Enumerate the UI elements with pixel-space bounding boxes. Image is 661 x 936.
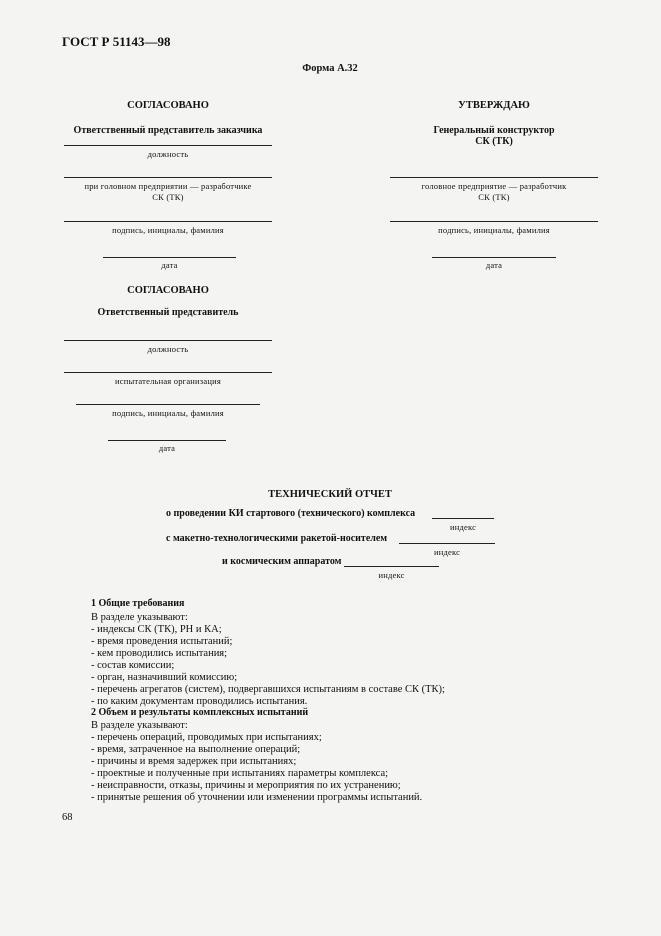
list-item: - перечень агрегатов (систем), подвергавшихся испытаниям в составе СК (ТК); xyxy=(91,684,445,695)
left1-subheading: Ответственный представитель заказчика xyxy=(73,125,263,136)
left1-org-line xyxy=(64,177,272,178)
list-item: - индексы СК (ТК), РН и КА; xyxy=(91,624,222,635)
left1-date-line xyxy=(103,257,236,258)
left2-date-line xyxy=(108,440,226,441)
right-date-line xyxy=(432,257,556,258)
list-item: - время проведения испытаний; xyxy=(91,636,233,647)
left2-subheading: Ответственный представитель xyxy=(97,307,239,318)
left2-org-line xyxy=(64,372,272,373)
list-item: - проектные и полученные при испытаниях параметры комплекса; xyxy=(91,768,389,779)
report-line1-caption: индекс xyxy=(449,522,477,532)
right-signature-caption: подпись, инициалы, фамилия xyxy=(438,225,550,235)
section2-title: 2 Объем и результаты комплексных испытаний xyxy=(91,707,309,718)
left2-signature-caption: подпись, инициалы, фамилия xyxy=(112,408,224,418)
right-org-caption-2: СК (ТК) xyxy=(478,192,510,202)
list-item: - состав комиссии; xyxy=(91,660,175,671)
list-item: - причины и время задержек при испытаниях; xyxy=(91,756,297,767)
document-code: ГОСТ Р 51143—98 xyxy=(62,34,171,49)
list-item: - неисправности, отказы, причины и мероприятия по их устранению; xyxy=(91,780,401,791)
report-title: ТЕХНИЧЕСКИЙ ОТЧЕТ xyxy=(268,489,392,500)
left1-org-caption-1: при головном предприятии — разработчике xyxy=(84,181,252,191)
report-line2-caption: индекс xyxy=(433,547,461,557)
right-subheading-1: Генеральный конструктор xyxy=(433,125,555,136)
report-line2-blank xyxy=(399,543,495,544)
form-label: Форма А.32 xyxy=(302,63,358,74)
left1-org-caption-2: СК (ТК) xyxy=(152,192,184,202)
left2-date-caption: дата xyxy=(158,443,176,453)
report-line3-blank xyxy=(344,566,439,567)
left1-signature-caption: подпись, инициалы, фамилия xyxy=(112,225,224,235)
left1-date-caption: дата xyxy=(161,260,178,270)
left2-heading: СОГЛАСОВАНО xyxy=(127,285,209,296)
left1-position-caption: должность xyxy=(147,149,189,159)
right-signature-line xyxy=(390,221,598,222)
report-line1: о проведении КИ стартового (технического) комплекса xyxy=(166,508,416,519)
section1-title: 1 Общие требования xyxy=(91,598,185,609)
left1-signature-line xyxy=(64,221,272,222)
left2-position-line xyxy=(64,340,272,341)
list-item: - кем проводились испытания; xyxy=(91,648,228,659)
list-item: - по каким документам проводились испытания. xyxy=(91,696,308,707)
right-org-caption-1: головное предприятие — разработчик xyxy=(421,181,567,191)
section2-intro: В разделе указывают: xyxy=(91,720,188,731)
report-line2: с макетно-технологическими ракетой-носителем xyxy=(166,533,388,544)
right-heading: УТВЕРЖДАЮ xyxy=(458,100,530,111)
section1-list xyxy=(91,624,445,708)
left1-position-line xyxy=(64,145,272,146)
list-item: - орган, назначивший комиссию; xyxy=(91,672,238,683)
list-item: - перечень операций, проводимых при испытаниях; xyxy=(91,732,322,743)
list-item: - время, затраченное на выполнение операций; xyxy=(91,744,301,755)
right-org-line xyxy=(390,177,598,178)
left1-heading: СОГЛАСОВАНО xyxy=(127,100,209,111)
section1-intro: В разделе указывают: xyxy=(91,612,188,623)
left2-org-caption: испытательная организация xyxy=(115,376,221,386)
right-subheading-2: СК (ТК) xyxy=(475,136,513,147)
page-number: 68 xyxy=(62,812,73,823)
list-item: - принятые решения об уточнении или изменении программы испытаний. xyxy=(91,792,423,803)
report-line3: и космическим аппаратом xyxy=(222,556,342,567)
left2-signature-line xyxy=(76,404,260,405)
report-line3-caption: индекс xyxy=(378,570,405,580)
right-date-caption: дата xyxy=(485,260,503,270)
report-line1-blank xyxy=(432,518,494,519)
section2-list xyxy=(91,732,422,804)
left2-position-caption: должность xyxy=(147,344,189,354)
